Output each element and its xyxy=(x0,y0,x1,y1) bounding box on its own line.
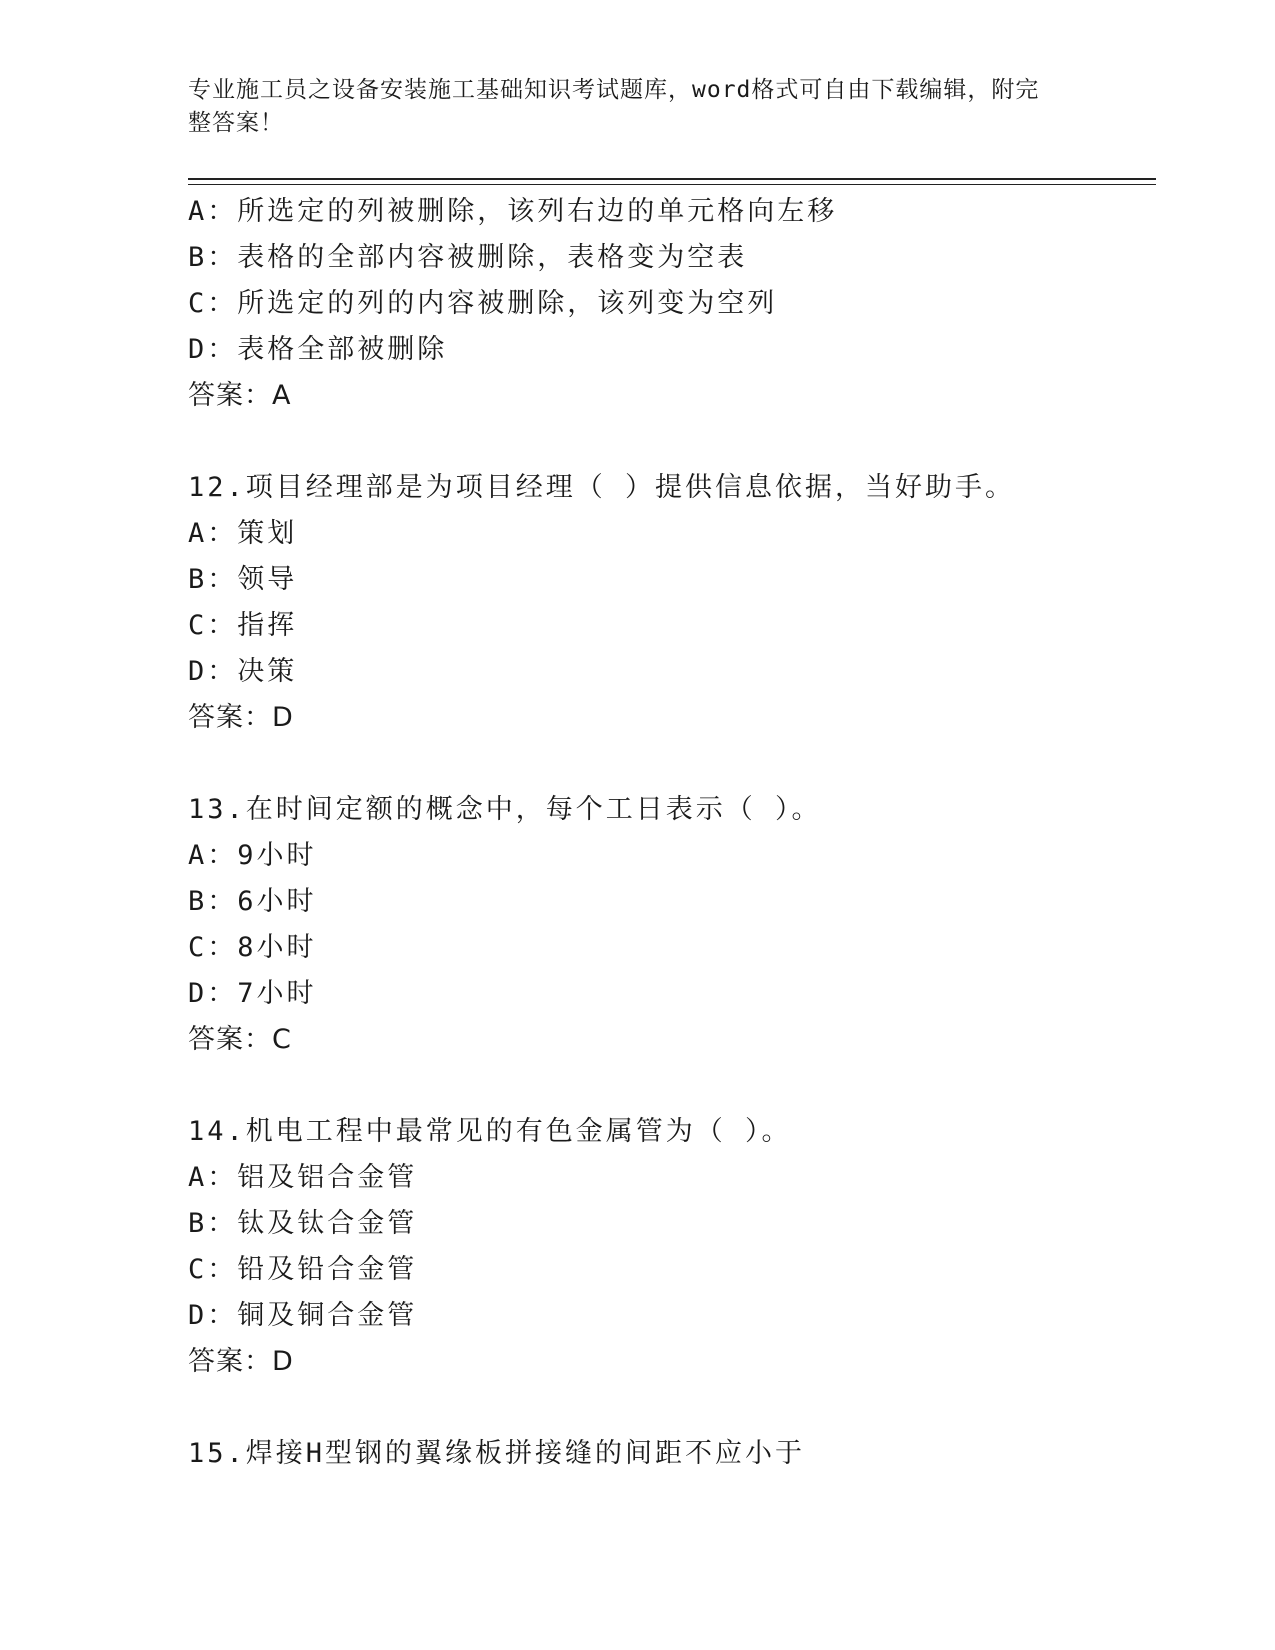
spacer xyxy=(188,1063,1148,1109)
option-c: C：指挥 xyxy=(188,610,298,641)
question-stem: 15.焊接H型钢的翼缘板拼接缝的间距不应小于 xyxy=(188,1438,806,1469)
option-c: C：所选定的列的内容被删除，该列变为空列 xyxy=(188,288,778,319)
answer-line: 答案：D xyxy=(188,1346,294,1377)
option-c: C：铅及铅合金管 xyxy=(188,1254,418,1285)
document-header xyxy=(188,74,1068,140)
option-a: A：策划 xyxy=(188,518,298,549)
option-b: B：6小时 xyxy=(188,886,317,917)
answer-line: 答案：C xyxy=(188,1024,292,1055)
option-a: A：铝及铝合金管 xyxy=(188,1162,418,1193)
option-d: D：7小时 xyxy=(188,978,317,1009)
question-list xyxy=(188,189,1148,1477)
question-stem: 14.机电工程中最常见的有色金属管为（ ）。 xyxy=(188,1116,792,1147)
answer-line: 答案：D xyxy=(188,702,294,733)
header-divider-thick xyxy=(188,178,1156,180)
option-a: A：9小时 xyxy=(188,840,317,871)
spacer xyxy=(188,419,1148,465)
question-stem: 12.项目经理部是为项目经理（ ）提供信息依据，当好助手。 xyxy=(188,472,1016,503)
option-b: B：钛及钛合金管 xyxy=(188,1208,418,1239)
answer-line: 答案：A xyxy=(188,380,292,411)
spacer xyxy=(188,741,1148,787)
question-11-continued xyxy=(188,189,1148,419)
question-15 xyxy=(188,1431,1148,1477)
option-d: D：表格全部被删除 xyxy=(188,334,448,365)
question-14 xyxy=(188,1109,1148,1385)
question-13 xyxy=(188,787,1148,1063)
spacer xyxy=(188,1385,1148,1431)
option-b: B：表格的全部内容被删除，表格变为空表 xyxy=(188,242,748,273)
option-d: D：决策 xyxy=(188,656,298,687)
header-divider-thin xyxy=(188,184,1156,185)
question-12 xyxy=(188,465,1148,741)
option-d: D：铜及铜合金管 xyxy=(188,1300,418,1331)
question-stem: 13.在时间定额的概念中，每个工日表示（ ）。 xyxy=(188,794,822,825)
header-title-line-1: 专业施工员之设备安装施工基础知识考试题库，word格式可自由下载编辑，附完 xyxy=(188,77,1040,103)
option-a: A：所选定的列被删除，该列右边的单元格向左移 xyxy=(188,196,838,227)
option-c: C：8小时 xyxy=(188,932,317,963)
header-title-line-2: 整答案！ xyxy=(188,110,284,136)
option-b: B：领导 xyxy=(188,564,298,595)
